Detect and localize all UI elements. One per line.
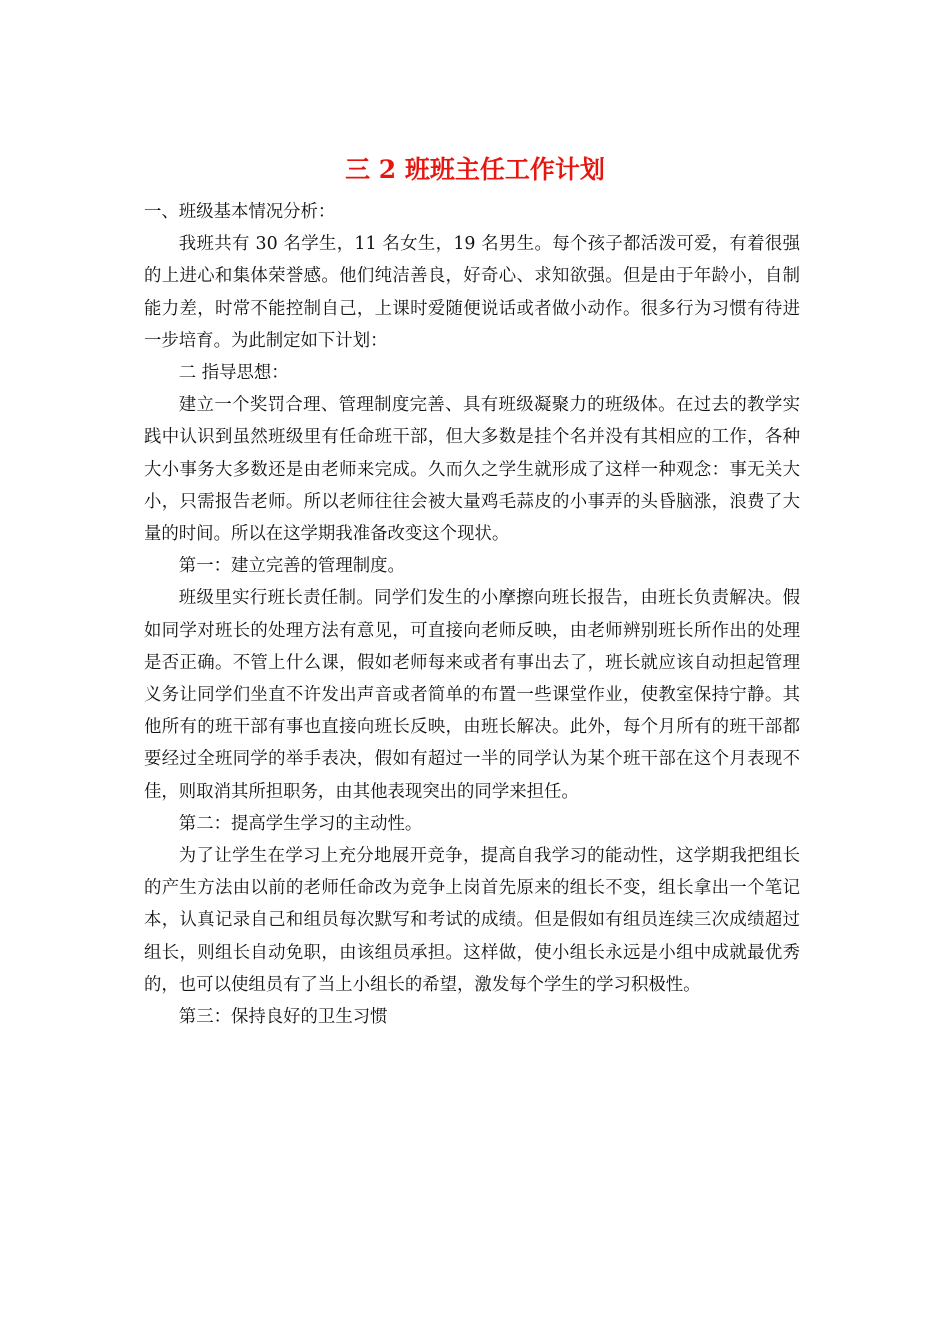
paragraph-learning-initiative: 为了让学生在学习上充分地展开竞争，提高自我学习的能动性，这学期我把组长的产生方法由以前的老师任命改为竞争上岗首先原来的组长不变，组长拿出一个笔记本，认真记录自己和组员每次默写和考试的成绩。但是假如有组员连续三次成绩超过组长，则组长自动免职，由该组员承担。这样做，使小组长永远是小组中成就最优秀的，也可以使组员有了当上小组长的希望，激发每个学生的学习积极性。 xyxy=(144,846,800,995)
section-heading-guiding-ideas: 二 指导思想： xyxy=(178,363,289,384)
paragraph-class-overview: 我班共有 30 名学生，11 名女生，19 名男生。每个孩子都活泼可爱，有着很强的上进心和集体荣誉感。他们纯洁善良，好奇心、求知欲强。但是由于年龄小，自制能力差，时常不能控制自己，上课时爱随便说话或者做小动作。很多行为习惯有待进一步培育。为此制定如下计划： xyxy=(144,234,800,351)
paragraph-management-system: 班级里实行班长责任制。同学们发生的小摩擦向班长报告，由班长负责解决。假如同学对班长的处理方法有意见，可直接向老师反映，由老师辨别班长所作出的处理是否正确。不管上什么课，假如老师每来或者有事出去了，班长就应该自动担起管理义务让同学们坐直不许发出声音或者简单的布置一些课堂作业，使教室保持宁静。其他所有的班干部有事也直接向班长反映，由班长解决。此外，每个月所有的班干部都要经过全班同学的举手表决，假如有超过一半的同学认为某个班干部在这个月表现不佳，则取消其所担职务，由其他表现突出的同学来担任。 xyxy=(144,588,800,802)
paragraph-guiding-ideas: 建立一个奖罚合理、管理制度完善、具有班级凝聚力的班级体。在过去的教学实践中认识到虽然班级里有任命班干部，但大多数是挂个名并没有其相应的工作，各种大小事务大多数还是由老师来完成。久而久之学生就形成了这样一种观念：事无关大小，只需报告老师。所以老师往往会被大量鸡毛蒜皮的小事弄的头昏脑涨，浪费了大量的时间。所以在这学期我准备改变这个现状。 xyxy=(144,395,800,545)
document-title: 三 2 班班主任工作计划 xyxy=(345,155,605,184)
subheading-hygiene-habits: 第三：保持良好的卫生习惯 xyxy=(178,1007,388,1028)
subheading-learning-initiative: 第二：提高学生学习的主动性。 xyxy=(178,813,423,834)
section-heading-basic-analysis: 一、班级基本情况分析： xyxy=(144,202,336,222)
subheading-management-system: 第一：建立完善的管理制度。 xyxy=(178,556,405,577)
document-body xyxy=(144,196,800,1033)
